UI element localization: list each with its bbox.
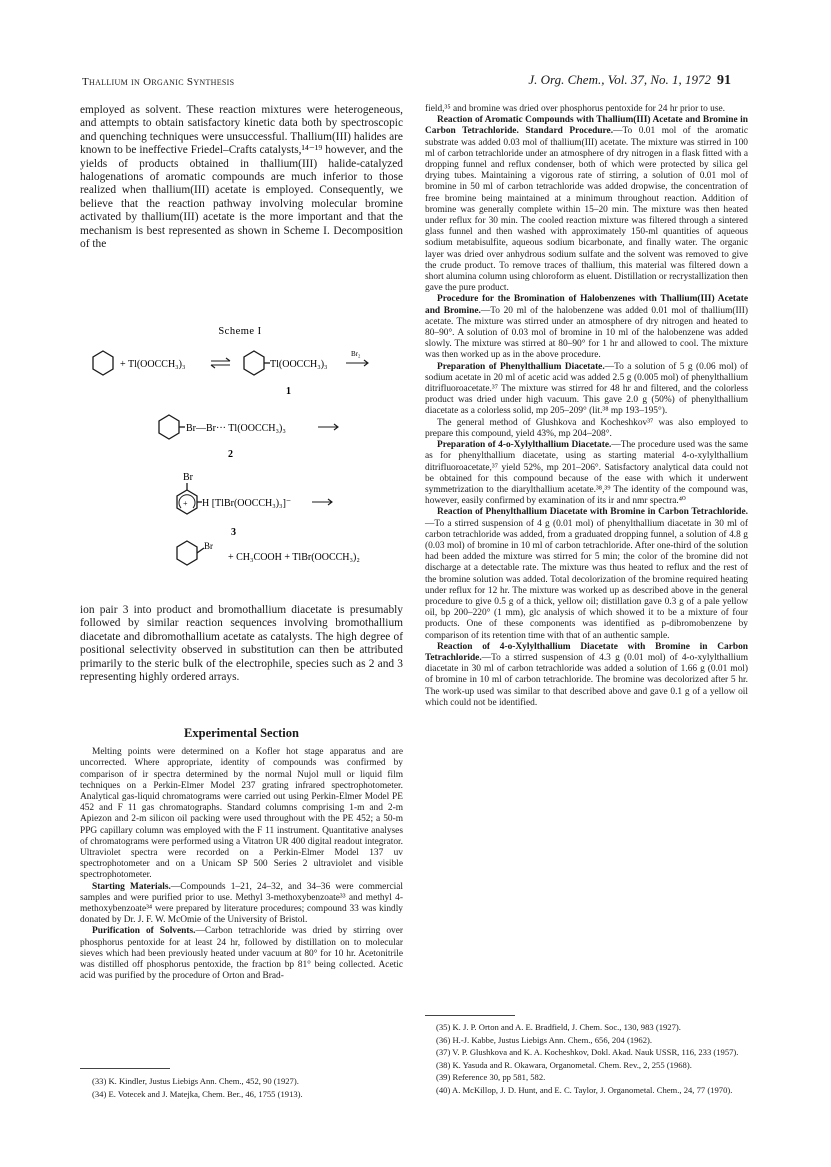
journal-name: J. Org. Chem., Vol. 37, No. 1, 1972: [528, 72, 711, 87]
standard-procedure-text: —To 0.01 mol of the aromatic substrate was added 0.03 mol of thallium(III) acetate. The mixture was stirred in 100 ml of carbon tetrachloride under an atmosphere of dry nitrogen in a flask fitted with a dropping funnel and reflux condenser, both of which were protected by silica gel drying tubes. Maintaining a vigorous rate of stirring, a solution of 0.01 mol of bromine in 50 ml of carbon tetrachloride was added dropwise, the concentration of free bromine being maintained at a minimum throughout reaction. Addition of bromine was generally complete within 15–20 min. The mixture was then heated under reflux for 30 min. The cooled reaction mixture was filtered through a sintered glass funnel and then washed with approximately 150-ml quantities of aqueous sodium metabisulfite, aqueous sodium bicarbonate, and finally water. The organic layer was dried over anhydrous sodium sulfate and the solvent was removed to give the crude product. To remove traces of thallium, this material was filtered down a short alumina column using chloroform as eluent. Distillation or recrystallization then gave the pure product.: [425, 126, 748, 294]
starting-materials-text: —Compounds 1–21, 24–32, and 34–36 were commercial samples and were purified prior to use. Methyl 3-methoxybenzoate³³ and methyl 4-methoxybenzoate³⁴ were prepared by literature procedures; compound 33 was kindly donated by Dr. J. F. W. McOmie of the University of Bristol.: [80, 881, 403, 926]
halobenzene-procedure-text: —To 20 ml of the halobenzene was added 0.01 mol of thallium(III) acetate. The mixture was stirred under an atmosphere of dry nitrogen and heated to 80–90°. A solution of 0.03 mol of bromine in 10 ml of the halobenzene was added slowly. The mixture was stirred at 80–90° for 1 hr and allowed to cool. The mixture was then worked up as in the above procedure.: [425, 305, 748, 361]
after-scheme-paragraph: ion pair 3 into product and bromothallium diacetate is presumably followed by similar reaction sequences involving bromothallium diacetate and dibromothallium acetate as catalysts. The high degree of positional selectivity observed in substitution can then be attributed primarily to the steric bulk of the electrophile, species such as 2 and 3 representing highly ordered arrays.: [80, 604, 403, 684]
reaction-arrow-2: [318, 424, 338, 430]
footnotes-left: [92, 1076, 404, 1101]
page-number: 91: [717, 73, 731, 88]
xylylthallium-prep-heading: Preparation of 4-o-Xylylthallium Diacetate.: [437, 440, 612, 451]
footnote-rule-left: [80, 1068, 170, 1069]
phenylthallium-prep-text: —To a solution of 5 g (0.06 mol) of sodium acetate in 20 ml of acetic acid was added 2.5 g (0.005 mol) of phenylthallium ditrifluoroacetate.³⁷ The mixture was stirred for 48 hr and filtered, and the colorless product was dried under high vacuum. This gave 2.0 g (50%) of phenylthallium diacetate as a colorless solid, mp 205–209° (lit.³⁸ mp 193–195°).: [425, 361, 748, 417]
continuation-paragraph: field,³⁵ and bromine was dried over phosphorus pentoxide for 24 hr prior to use.: [425, 104, 726, 114]
starting-materials-paragraph: [80, 882, 403, 927]
footnote-37: (37) V. P. Glushkova and K. A. Kocheshkov, Dokl. Akad. Nauk USSR, 116, 233 (1957).: [436, 1047, 739, 1058]
footnote-33: (33) K. Kindler, Justus Liebigs Ann. Chem., 452, 90 (1927).: [92, 1076, 299, 1086]
scheme-title: Scheme I: [218, 326, 262, 337]
purification-heading: Purification of Solvents.: [92, 926, 196, 937]
phenylthallium-bromine-paragraph: [425, 507, 748, 641]
xylylthallium-prep-paragraph: [425, 440, 748, 507]
reaction-arrow-3: [312, 499, 332, 505]
row3-text: H [TlBr(OOCCH₃)₃]⁻: [202, 498, 292, 509]
experimental-paragraph: Melting points were determined on a Kofler hot stage apparatus and are uncorrected. Where appropriate, identity of compounds was confirmed by comparison of ir spectra determined by the normal Nujol mull or liquid film techniques on a Perkin-Elmer Model 237 grating infrared spectrophotometer. Analytical gas-liquid chromatograms were carried out using Perkin-Elmer Model PE 452 and F 11 gas chromatographs. Standard columns comprising 1-m and 2-m Apiezon and 2-m silicon oil packing were used throughout with the PE 452; a 50-m PPG capillary column was employed with the F 11 instrument. Quantitative analyses of chromatograms were performed using a Vitatron UR 400 digital readout integrator. Ultraviolet spectra were recorded on a Perkin-Elmer Model 137 uv spectrophotometer and on a Unicam SP 500 Series 2 ultraviolet and visible spectrophotometer.: [80, 747, 403, 881]
xylylthallium-bromine-heading: Reaction of 4-o-Xylylthallium Diacetate with Bromine in Carbon Tetrachloride.: [425, 641, 748, 663]
row1-complex: Tl(OOCCH₃)₃: [270, 359, 328, 370]
equilibrium-arrow: [211, 358, 230, 368]
xylylthallium-bromine-text: —To a stirred suspension of 4.3 g (0.01 mol) of 4-o-xylylthallium diacetate in 30 ml of carbon tetrachloride was added a solution of 1.66 g (0.01 mol) of bromine in 10 ml of carbon tetrachloride. The bromine was decolorized after 5 hr. The work-up used was similar to that described above and gave 0.1 g of a yellow oil which could not be identified.: [425, 652, 748, 708]
benzene-ring-complex: [244, 351, 270, 375]
xylylthallium-bromine-paragraph: [425, 642, 748, 709]
halobenzene-procedure-paragraph: [425, 294, 748, 361]
row2-text: Br—Br··· Tl(OOCCH₃)₃: [186, 423, 286, 434]
row3-bromine: Br: [183, 472, 193, 483]
phenylthallium-bromine-heading: Reaction of Phenylthallium Diacetate with Bromine in Carbon Tetrachloride.: [437, 507, 748, 518]
scheme-drawing: [80, 322, 410, 612]
intro-text-block: [80, 104, 403, 251]
footnotes-right: [436, 1022, 749, 1098]
row4-products: + CH₃COOH + TlBr(OOCCH₃)₂: [228, 552, 360, 563]
footnote-35: (35) K. J. P. Orton and A. E. Bradfield, J. Chem. Soc., 130, 983 (1927).: [436, 1022, 681, 1032]
label-1: 1: [286, 386, 291, 397]
glushkova-method-paragraph: The general method of Glushkova and Kocheshkov³⁷ was also employed to prepare this compound, yield 43%, mp 204–208°.: [425, 417, 748, 439]
standard-procedure-paragraph: [425, 115, 748, 294]
label-2: 2: [228, 449, 233, 460]
bromobenzene-ring: [177, 541, 204, 565]
halobenzene-procedure-heading: Procedure for the Bromination of Halobenzenes with Thallium(III) Acetate and Bromine.: [425, 294, 748, 316]
starting-materials-heading: Starting Materials.: [92, 881, 171, 892]
footnote-39: (39) Reference 30, pp 581, 582.: [436, 1072, 546, 1083]
right-column-text: [425, 104, 748, 709]
journal-citation: [528, 72, 731, 89]
phenylthallium-prep-heading: Preparation of Phenylthallium Diacetate.: [437, 361, 605, 372]
reaction-arrow-1: [346, 360, 368, 366]
running-title: Thallium in Organic Synthesis: [82, 76, 235, 88]
footnote-rule-right: [425, 1015, 515, 1016]
benzene-ring-1: [93, 351, 113, 375]
row1-arrow-label: Br₂: [351, 350, 361, 358]
purification-text: —Carbon tetrachloride was dried by stirring over phosphorus pentoxide for at least 24 hr, followed by distillation on to molecular sieves which had been previously heated under vacuum at 80° for 10 hr. Acetonitrile was distilled off phosphorus pentoxide, the fraction bp 81° being collected. Acetic acid was purified by the procedure of Orton and Brad-: [80, 926, 403, 982]
arenium-ring: [177, 483, 202, 514]
footnote-36: (36) H.-J. Kabbe, Justus Liebigs Ann. Chem., 656, 204 (1962).: [436, 1034, 653, 1045]
xylylthallium-prep-text: —The procedure used was the same as for phenylthallium diacetate, using as starting material 4-o-xylylthallium ditrifluoroacetate,³⁷ yield 52%, mp 201–206°. Satisfactory analytical data could not be obtained for this compound because of the ease with which it underwent symmetrization to the diarylthallium acetate.³⁸,³⁹ The identity of the compound was, however, easily confirmed by examination of its ir and nmr spectra.⁴⁰: [425, 440, 748, 507]
experimental-section-title: Experimental Section: [184, 726, 299, 740]
row4-bromine: Br: [204, 541, 213, 551]
benzene-ring-2: [159, 415, 185, 439]
row1-reagent: + Tl(OOCCH₃)₃: [120, 359, 186, 370]
phenylthallium-bromine-text: —To a stirred suspension of 4 g (0.01 mol) of phenylthallium diacetate in 30 ml of carbon tetrachloride was added, from a graduated dropping funnel, a solution of 4.8 g (0.03 mol) of bromine in 10 ml of carbon tetrachloride. After one-third of the solution had been added the mixture was stirred for 5 min; the color of the bromine did not discharge at a detectable rate. The mixture was thus heated to reflux and the rest of the bromine solution was added. Total decolorization of the bromine required heating under reflux for 12 hr. The mixture was worked up as described above in the general procedure to give 0.5 g of a thick, yellow oil; distillation gave 0.3 g of a pale yellow oil, bp 200–220° (1 mm), glc analysis of which showed it to be a mixture of four products. One of these components was identified as p-dibromobenzene by comparison of its retention time with that of an authentic sample.: [425, 518, 748, 641]
standard-procedure-heading: Reaction of Aromatic Compounds with Thallium(III) Acetate and Bromine in Carbon Tetrachloride. Standard Procedure.: [425, 115, 748, 137]
label-3: 3: [231, 527, 236, 538]
after-scheme-block: [80, 604, 403, 684]
phenylthallium-prep-paragraph: [425, 362, 748, 418]
footnote-40: (40) A. McKillop, J. D. Hunt, and E. C. Taylor, J. Organometal. Chem., 24, 77 (1970).: [436, 1084, 733, 1095]
purification-paragraph: [80, 926, 403, 982]
intro-paragraph: employed as solvent. These reaction mixtures were heterogeneous, and attempts to obtain satisfactory kinetic data both by spectroscopic and quenching techniques were unsuccessful. Thallium(III) halides are known to be ineffective Friedel–Crafts catalysts,¹⁴⁻¹⁹ however, and the yields of products obtained in thallium(III) halide-catalyzed halogenations of aromatic compounds are much inferior to those realized when thallium(III) acetate is employed. Consequently, we believe that the reaction pathway involving molecular bromine activated by thallium(III) acetate is the more important and that the mechanism is best represented as shown in Scheme I. Decomposition of the: [80, 104, 403, 251]
experimental-block: [80, 728, 403, 982]
row3-plus: +: [183, 499, 188, 508]
footnote-38: (38) K. Yasuda and R. Okawara, Organometal. Chem. Rev., 2, 255 (1968).: [436, 1059, 692, 1070]
scheme-i: [80, 322, 410, 612]
footnote-34: (34) E. Votecek and J. Matejka, Chem. Ber., 46, 1755 (1913).: [92, 1088, 303, 1099]
